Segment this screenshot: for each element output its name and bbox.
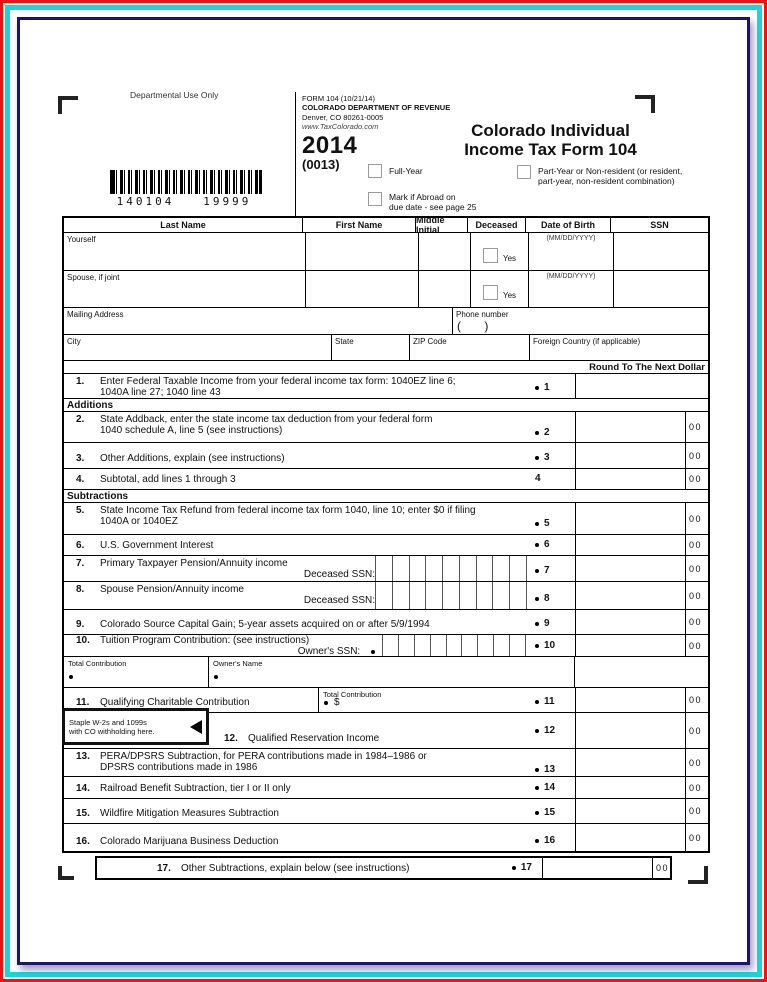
line-4-amount-field[interactable] [575,469,685,489]
line-14-text [76,783,535,794]
total-contribution-label: Total Contribution [68,659,127,668]
owners-name-field[interactable] [209,657,574,687]
line-13-number: 13. [76,751,90,762]
form-grid [62,216,710,853]
mailing-address-field[interactable]: Mailing Address [67,310,124,319]
line-3-label [64,443,535,468]
line-2-number: 2. [76,414,85,425]
owners-name-label: Owner's Name [213,659,263,668]
form-line-14 [64,776,708,798]
line-1-text2: 1040A line 27; 1040 line 43 [100,387,221,398]
bullet-icon [535,386,539,390]
bullet-icon [535,644,539,648]
line-8-ref [535,582,575,609]
line-16-ref-number: 16 [544,835,556,846]
registration-mark-top-left [58,96,78,114]
line-3-text-body: Other Additions, explain (see instructions) [100,453,285,464]
line-15-text [76,808,535,819]
col-middle-initial: Middle Initial [415,218,467,232]
line-7-deceased-ssn-label: Deceased SSN: [303,569,375,580]
bullet-icon [512,866,516,870]
line-17-ref [480,858,542,878]
yourself-deceased-cell [470,233,528,270]
city-field[interactable]: City [67,337,81,346]
line-10-text-body: Tuition Program Contribution: (see instructions) [100,635,310,646]
line-17-label [97,858,480,878]
header-divider [295,92,296,216]
phone-number-field[interactable] [452,308,708,334]
line-12-text-body: Qualified Reservation Income [248,733,380,744]
form-code: (0013) [302,156,340,172]
line-8-deceased-ssn-label: Deceased SSN: [303,595,375,606]
part-year-checkbox[interactable] [517,165,531,179]
tax-year: 2014 [302,131,358,159]
line-8-deceased-ssn-boxes[interactable] [375,582,527,609]
form-title-line1: Colorado Individual [471,121,630,140]
line-17-text [157,863,480,874]
col-ssn: SSN [610,218,708,232]
line-14-amount-field[interactable] [575,777,685,798]
line-4-number: 4. [76,474,85,485]
registration-mark-bottom-right [688,866,708,884]
mailing-address-row [64,307,708,334]
line-13-ref-number: 13 [544,764,556,775]
line-14-cents: 00 [685,777,708,798]
line-5-text1-body: State Income Tax Refund from federal income tax form 1040, line 10; enter $0 if filing [100,505,476,516]
phone-number-label: Phone number [456,310,509,319]
full-year-label: Full-Year [389,166,423,176]
line-9-text [76,619,535,630]
departmental-use-label: Departmental Use Only [130,90,219,100]
bullet-icon [535,839,539,843]
line-12-amount-field[interactable] [575,713,685,748]
line-4-text-body: Subtotal, add lines 1 through 3 [100,474,236,485]
line-15-number: 15. [76,808,90,819]
line-6-amount-field[interactable] [575,535,685,555]
bullet-icon [535,597,539,601]
line-6-text-body: U.S. Government Interest [100,540,214,551]
staple-note-line2: with CO withholding here. [69,726,155,736]
yourself-deceased-checkbox[interactable] [483,248,498,263]
department-name: COLORADO DEPARTMENT OF REVENUE [302,103,451,113]
line-11-text-body: Qualifying Charitable Contribution [100,697,250,708]
line-11-total-contribution-field[interactable] [318,688,535,712]
line-8-cents: 00 [685,582,708,609]
phone-area-parens: ( ) [457,319,491,333]
barcode [110,170,262,194]
form-line-16 [64,823,708,851]
spouse-deceased-yes-label: Yes [502,291,517,300]
line-14-text-body: Railroad Benefit Subtraction, tier I or II only [100,783,291,794]
line-2-text1 [76,414,535,425]
bullet-icon [535,768,539,772]
line-12-number: 12. [224,733,238,744]
line-6-ref-number: 6 [544,539,550,550]
city-row [64,334,708,360]
zip-code-field[interactable]: ZIP Code [409,335,529,360]
line-12-cents: 00 [685,713,708,748]
barcode-digits: 140104 19999 [116,195,252,208]
line-14-ref-number: 14 [544,782,556,793]
col-last-name: Last Name [160,220,206,230]
spouse-first-name-field[interactable] [305,271,418,307]
line-9-cents: 00 [685,610,708,634]
line-7-ref [535,556,575,581]
yourself-dob-field[interactable]: (MM/DD/YYYY) [528,233,613,270]
line-9-ref-number: 9 [544,618,550,629]
round-note: Round To The Next Dollar [589,361,705,373]
line-9-amount-field[interactable] [575,610,685,634]
line-3-ref-number: 3 [544,452,550,463]
line-11-amount-field[interactable] [575,688,685,712]
line-16-cents: 00 [685,824,708,851]
line-17-number: 17. [157,863,171,874]
spouse-deceased-checkbox[interactable] [483,285,498,300]
line-15-ref-number: 15 [544,807,556,818]
yourself-deceased-yes-label: Yes [502,254,517,263]
line-8-ref-number: 8 [544,593,550,604]
line-13-text1-body: PERA/DPSRS Subtraction, for PERA contributions made in 1984–1986 or [100,751,427,762]
contribution-subrow [64,656,708,687]
line-13-ref [535,749,575,776]
abroad-label-line1: Mark if Abroad on [389,192,456,202]
line-16-amount-field[interactable] [575,824,685,851]
bullet-icon [535,729,539,733]
line-7-number: 7. [76,558,85,569]
bullet-icon [535,569,539,573]
line-16-text [76,836,535,847]
line-9-text-body: Colorado Source Capital Gain; 5-year assets acquired on or after 5/9/1994 [100,619,430,630]
bullet-icon [535,700,539,704]
line-2-ref [535,412,575,442]
line-12-ref [535,713,575,748]
staple-note-box [62,708,209,745]
additions-heading: Additions [67,399,114,411]
line-5-text1 [76,505,535,516]
line-9-number: 9. [76,619,85,630]
line-1-label [64,374,535,398]
bullet-icon [324,701,328,705]
line-11-number: 11. [76,697,90,708]
line-7-amount-field[interactable] [575,556,685,581]
line-8-amount-field[interactable] [575,582,685,609]
dollar-sign: $ [334,697,340,708]
line-17-text-body: Other Subtractions, explain below (see instructions) [181,863,410,874]
col-date-of-birth: Date of Birth [525,218,610,232]
form-line-12 [64,712,708,748]
line-3-number: 3. [76,453,85,464]
form-line-2 [64,411,708,442]
line-10-cents: 00 [685,635,708,656]
yourself-last-name-field[interactable]: Yourself [67,235,96,244]
part-year-label: Part-Year or Non-resident (or resident, part-year, non-resident combination) [538,166,683,187]
form-title-line2: Income Tax Form 104 [464,140,637,160]
form-line-6 [64,534,708,555]
abroad-label-line2: due date - see page 25 [389,202,477,213]
registration-mark-bottom-left [58,866,74,880]
bullet-icon [535,543,539,547]
line-4-cents: 00 [685,469,708,489]
line-3-text [76,453,535,464]
line-13-amount-field[interactable] [575,749,685,776]
state-field[interactable]: State [331,335,409,360]
line-16-number: 16. [76,836,90,847]
line-7-deceased-ssn-boxes[interactable] [375,556,527,581]
section-additions [64,398,708,411]
spouse-ssn-field[interactable] [613,271,708,307]
form-line-8 [64,581,708,609]
line-15-ref [535,799,575,823]
line-1-amount-field[interactable] [575,374,708,398]
spouse-last-name-field[interactable]: Spouse, if joint [67,273,120,282]
line-11-ref-number: 11 [544,696,555,707]
line-2-ref-number: 2 [544,427,550,438]
form-line-10 [64,634,708,656]
line-5-text2: 1040A or 1040EZ [100,516,178,527]
bullet-icon [535,431,539,435]
staple-note-line1: Staple W-2s and 1099s [69,717,147,727]
form-line-5 [64,502,708,534]
line-2-amount-field[interactable] [575,412,685,442]
bullet-icon [535,811,539,815]
line-5-amount-field[interactable] [575,503,685,534]
line-7-cents: 00 [685,556,708,581]
yourself-first-name-field[interactable] [305,233,418,270]
arrow-left-icon [190,720,202,734]
spouse-middle-initial-field[interactable] [418,271,470,307]
line-3-amount-field[interactable] [575,443,685,468]
line-14-number: 14. [76,783,90,794]
bullet-icon [535,456,539,460]
foreign-country-field[interactable]: Foreign Country (if applicable) [529,335,708,360]
line-12-ref-number: 12 [544,725,556,736]
line-1-ref [535,374,575,398]
line-3-ref [535,443,575,468]
col-deceased: Deceased [467,218,525,232]
line-13-text2: DPSRS contributions made in 1986 [100,762,258,773]
line-11-cents: 00 [685,688,708,712]
bullet-icon [535,522,539,526]
line-17-ref-number: 17 [520,862,532,873]
line-5-ref-number: 5 [544,518,550,529]
line-12-text [224,733,535,744]
line-4-ref-number: 4 [535,473,541,484]
bullet-icon [371,650,375,654]
line-5-number: 5. [76,505,85,516]
yourself-row [64,232,708,270]
line-10-number: 10. [76,635,90,646]
line-13-cents: 00 [685,749,708,776]
staple-note [69,718,186,736]
form-line-4 [64,468,708,489]
line-5-ref [535,503,575,534]
contribution-subrow-spacer [574,657,708,687]
abroad-checkbox[interactable] [368,192,382,206]
line-6-cents: 00 [685,535,708,555]
form-line-7 [64,555,708,581]
line-11-total-contribution-label: Total Contribution [323,690,382,699]
line-1-text1-body: Enter Federal Taxable Income from your federal income tax form: 1040EZ line 6; [100,376,456,387]
department-address: Denver, CO 80261-0005 [302,112,384,122]
form-page [17,17,750,965]
line-13-text1 [76,751,535,762]
line-8-text-body: Spouse Pension/Annuity income [100,584,244,595]
line-10-amount-field[interactable] [575,635,685,656]
bullet-icon [214,675,218,679]
total-contribution-field[interactable] [64,657,209,687]
round-note-row [64,360,708,373]
spouse-row [64,270,708,307]
spouse-dob-field[interactable]: (MM/DD/YYYY) [528,271,613,307]
line-4-ref [535,469,575,489]
line-16-label [64,824,535,851]
col-first-name: First Name [302,218,415,232]
line-14-ref [535,777,575,798]
line-13-label [64,749,535,776]
line-17-cents: 00 [652,858,670,878]
line-2-text2: 1040 schedule A, line 5 (see instructions) [100,425,283,436]
form-line-15 [64,798,708,823]
form-number: FORM 104 (10/21/14) [302,94,375,103]
line-1-number: 1. [76,376,85,387]
line-10-ref-number: 10 [544,640,556,651]
line-17-amount-field[interactable] [542,858,652,878]
form-line-13 [64,748,708,776]
spouse-deceased-cell [470,271,528,307]
yourself-middle-initial-field[interactable] [418,233,470,270]
bullet-icon [69,675,73,679]
line-15-text-body: Wildfire Mitigation Measures Subtraction [100,808,279,819]
line-14-label [64,777,535,798]
form-title [403,121,698,159]
line-1-text1 [76,376,535,387]
line-2-label [64,412,535,442]
bullet-icon [535,786,539,790]
line-11-text [76,697,318,708]
form-line-1 [64,373,708,398]
owners-ssn-text: Owner's SSN: [297,646,361,657]
line-7-text-body: Primary Taxpayer Pension/Annuity income [100,558,288,569]
line-15-cents: 00 [685,799,708,823]
line-1-ref-number: 1 [544,382,550,393]
line-6-number: 6. [76,540,85,551]
subtractions-heading: Subtractions [67,490,129,502]
identity-header-row [64,215,708,235]
line-9-ref [535,610,575,634]
line-10-owners-ssn-boxes[interactable] [382,635,526,656]
line-3-cents: 00 [685,443,708,468]
line-9-label [64,610,535,634]
abroad-label [389,192,476,212]
line-4-label [64,469,535,489]
line-16-text-body: Colorado Marijuana Business Deduction [100,836,279,847]
form-line-3 [64,442,708,468]
line-6-ref [535,535,575,555]
line-15-label [64,799,535,823]
line-6-label [64,535,535,555]
line-8-number: 8. [76,584,85,595]
line-11-ref [535,688,575,712]
bullet-icon [535,622,539,626]
line-15-amount-field[interactable] [575,799,685,823]
line-5-label [64,503,535,534]
line-10-ref [535,635,575,656]
department-website: www.TaxColorado.com [302,122,379,132]
line-5-cents: 00 [685,503,708,534]
yourself-ssn-field[interactable] [613,233,708,270]
registration-mark-top-right [635,95,655,113]
line-2-text1-body: State Addback, enter the state income tax deduction from your federal form [100,414,433,425]
form-line-9 [64,609,708,634]
line-7-ref-number: 7 [544,565,550,576]
full-year-checkbox[interactable] [368,164,382,178]
line-2-cents: 00 [685,412,708,442]
form-line-17 [95,856,672,880]
section-subtractions [64,489,708,502]
line-4-text [76,474,535,485]
line-11-dollar [324,697,340,708]
line-16-ref [535,824,575,851]
line-6-text [76,540,535,551]
